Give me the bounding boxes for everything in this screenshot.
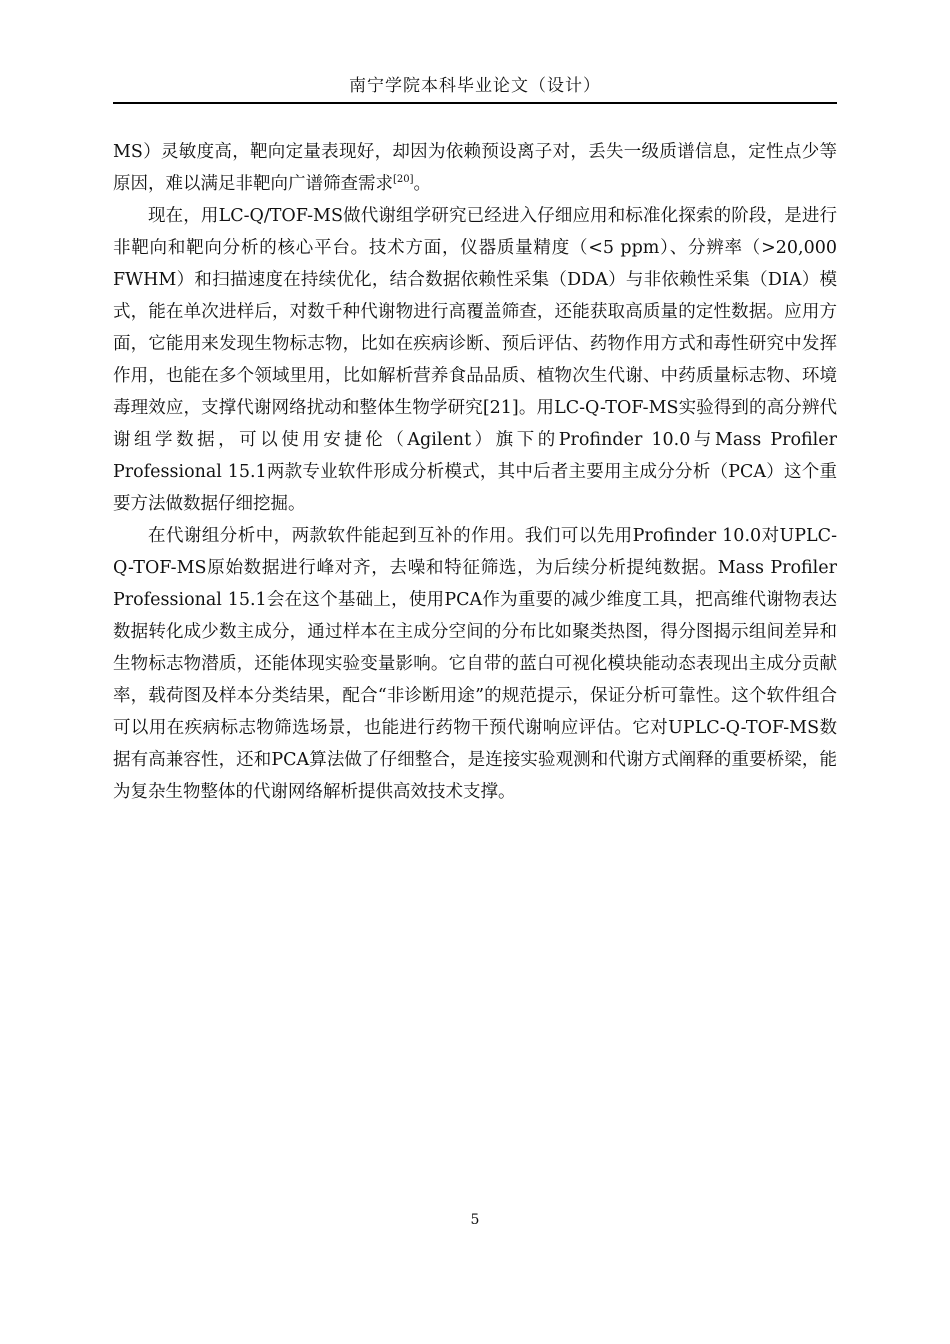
- paragraph-text: MS）灵敏度高，靶向定量表现好，却因为依赖预设离子对，丢失一级质谱信息，定性点少等原因，难以满足非靶向广谱筛查需求: [113, 142, 837, 194]
- page-number: 5: [470, 1212, 480, 1228]
- page-header: [113, 72, 837, 104]
- document-body: [113, 136, 837, 808]
- header-title: 南宁学院本科毕业论文（设计）: [349, 76, 601, 96]
- paragraph-software-analysis: 在代谢组分析中，两款软件能起到互补的作用。我们可以先用Profinder 10.0对UPLC-Q-TOF-MS原始数据进行峰对齐，去噪和特征筛选，为后续分析提纯数据。Mass Profiler Professional 15.1会在这个基础上，使用PCA作为重要的减少维度工具，把高维代谢物表达数据转化成少数主成分，通过样本在主成分空间的分布比如聚类热图，得分图揭示组间差异和生物标志物潜质，还能体现实验变量影响。它自带的蓝白可视化模块能动态表现出主成分贡献率，载荷图及样本分类结果，配合“非诊断用途”的规范提示，保证分析可靠性。这个软件组合可以用在疾病标志物筛选场景，也能进行药物干预代谢响应评估。它对UPLC-Q-TOF-MS数据有高兼容性，还和PCA算法做了仔细整合，是连接实验观测和代谢方式阐释的重要桥梁，能为复杂生物整体的代谢网络解析提供高效技术支撑。: [113, 526, 837, 802]
- citation-reference: [20]: [393, 174, 414, 185]
- paragraph-tail: 。: [413, 174, 432, 194]
- paragraph-continuation: [113, 136, 837, 200]
- paragraph-lc-qtof-ms: 现在，用LC-Q/TOF-MS做代谢组学研究已经进入仔细应用和标准化探索的阶段，是进行非靶向和靶向分析的核心平台。技术方面，仪器质量精度（<5 ppm）、分辨率（>20,000 FWHM）和扫描速度在持续优化，结合数据依赖性采集（DDA）与非依赖性采集（DIA）模式，能在单次进样后，对数千种代谢物进行高覆盖筛查，还能获取高质量的定性数据。应用方面，它能用来发现生物标志物，比如在疾病诊断、预后评估、药物作用方式和毒性研究中发挥作用，也能在多个领域里用，比如解析营养食品品质、植物次生代谢、中药质量标志物、环境毒理效应，支撑代谢网络扰动和整体生物学研究[21]。用LC-Q-TOF-MS实验得到的高分辨代谢组学数据，可以使用安捷伦（Agilent）旗下的Profinder 10.0与Mass Profiler Professional 15.1两款专业软件形成分析模式，其中后者主要用主成分分析（PCA）这个重要方法做数据仔细挖掘。: [113, 206, 837, 514]
